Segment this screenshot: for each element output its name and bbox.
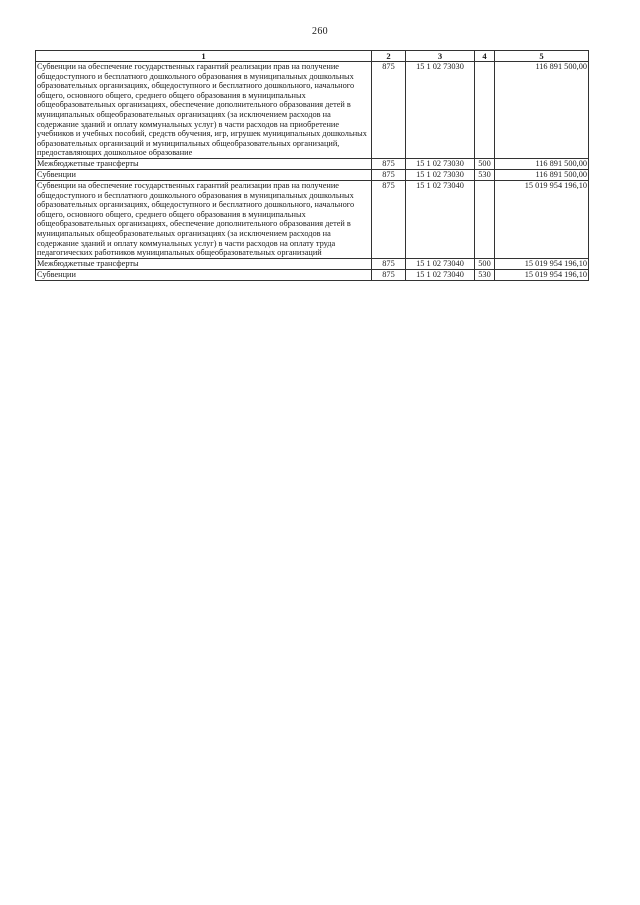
row-ministry-code: 875	[372, 62, 406, 159]
row-target-code: 15 1 02 73040	[406, 258, 475, 269]
table-row	[36, 258, 589, 269]
row-expense-type: 530	[475, 169, 495, 180]
table-row	[36, 180, 589, 258]
row-expense-type	[475, 180, 495, 258]
row-description: Субвенции на обеспечение государственных гарантий реализации прав на получение общедоступного и бесплатного дошкольного образования в муниципальных дошкольных образовательных организациях, общедоступного и бесплатного дошкольного, начального общего, основного общего, среднего общего образования в муниципальных общеобразовательных организациях, обеспечение дополнительного образования детей в муниципальных общеобразовательных организациях (за исключением расходов на содержание зданий и оплату коммунальных услуг) в части расходов на оплату труда педагогических работников муниципальных общеобразовательных организаций	[36, 180, 372, 258]
row-amount: 116 891 500,00	[495, 158, 589, 169]
row-target-code: 15 1 02 73040	[406, 180, 475, 258]
row-amount: 116 891 500,00	[495, 169, 589, 180]
header-col-4: 4	[475, 51, 495, 62]
row-target-code: 15 1 02 73030	[406, 158, 475, 169]
header-col-5: 5	[495, 51, 589, 62]
budget-table	[35, 50, 589, 281]
row-ministry-code: 875	[372, 258, 406, 269]
table-row	[36, 169, 589, 180]
table-header-row	[36, 51, 589, 62]
header-col-3: 3	[406, 51, 475, 62]
table-row	[36, 158, 589, 169]
row-amount: 15 019 954 196,10	[495, 269, 589, 280]
row-expense-type: 500	[475, 258, 495, 269]
row-amount: 15 019 954 196,10	[495, 258, 589, 269]
row-expense-type	[475, 62, 495, 159]
header-col-1: 1	[36, 51, 372, 62]
row-ministry-code: 875	[372, 180, 406, 258]
page-number: 260	[312, 26, 328, 37]
row-ministry-code: 875	[372, 158, 406, 169]
row-ministry-code: 875	[372, 269, 406, 280]
table-row	[36, 269, 589, 280]
row-expense-type: 530	[475, 269, 495, 280]
row-description: Субвенции на обеспечение государственных гарантий реализации прав на получение общедоступного и бесплатного дошкольного образования в муниципальных дошкольных образовательных организациях, общедоступного и бесплатного дошкольного, начального общего, основного общего, среднего общего образования в муниципальных общеобразовательных организациях, обеспечение дополнительного образования детей в муниципальных общеобразовательных организациях (за исключением расходов на содержание зданий и оплату коммунальных услуг) в части расходов на приобретение учебников и учебных пособий, средств обучения, игр, игрушек муниципальных дошкольных образовательных организаций и муниципальных общеобразовательных организаций, предоставляющих дошкольное образование	[36, 62, 372, 159]
row-target-code: 15 1 02 73030	[406, 169, 475, 180]
table-row	[36, 62, 589, 159]
row-amount: 15 019 954 196,10	[495, 180, 589, 258]
row-description: Межбюджетные трансферты	[36, 158, 372, 169]
header-col-2: 2	[372, 51, 406, 62]
row-target-code: 15 1 02 73040	[406, 269, 475, 280]
row-description: Субвенции	[36, 169, 372, 180]
row-target-code: 15 1 02 73030	[406, 62, 475, 159]
row-description: Межбюджетные трансферты	[36, 258, 372, 269]
row-expense-type: 500	[475, 158, 495, 169]
row-ministry-code: 875	[372, 169, 406, 180]
row-description: Субвенции	[36, 269, 372, 280]
row-amount: 116 891 500,00	[495, 62, 589, 159]
